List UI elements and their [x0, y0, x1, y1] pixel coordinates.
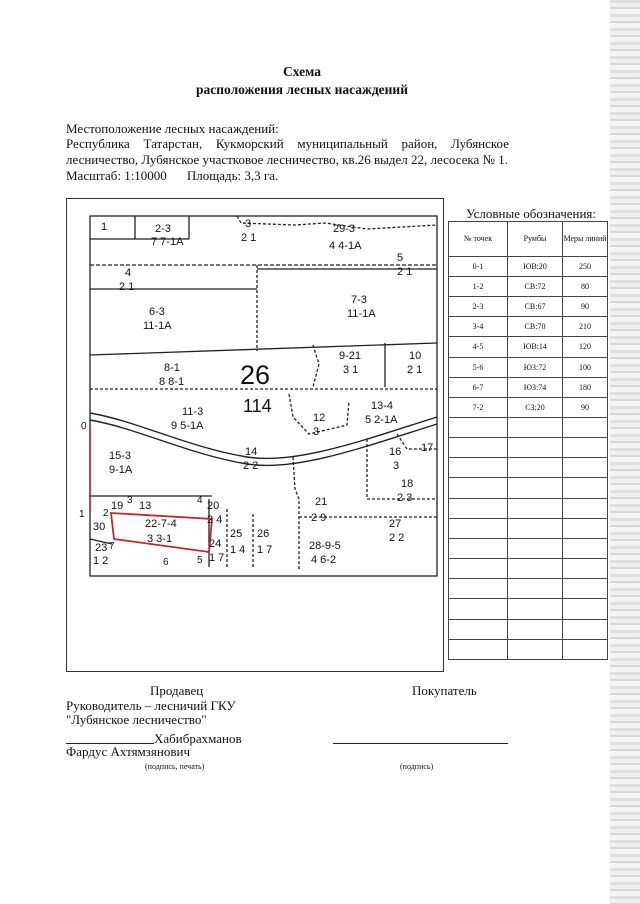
point-label: 6: [163, 557, 169, 568]
column-header: Меры линий: [563, 222, 608, 257]
table-row-empty: [449, 579, 608, 599]
plot-label: 28-9-5: [309, 540, 341, 552]
point-label: 1: [79, 509, 85, 520]
plot-label: 1 4: [230, 544, 246, 556]
plot-label: 4 4-1А: [329, 240, 362, 252]
plot-label: 2 1: [407, 364, 423, 376]
plot-label: 15-3: [109, 450, 132, 462]
scale-text: Масштаб: 1:10000: [66, 168, 167, 183]
table-row: [449, 397, 608, 417]
plot-label: 9-1А: [109, 464, 133, 476]
table-row-empty: [449, 498, 608, 518]
plot-label: 4 6-2: [311, 554, 337, 566]
buyer-label: Покупатель: [412, 683, 477, 698]
table-cell: 0-1: [449, 256, 508, 276]
boundary-line: [293, 457, 299, 569]
table-row-empty: [449, 619, 608, 639]
plot-label: 3 1: [343, 364, 359, 376]
table-cell: ЮВ:20: [508, 256, 563, 276]
plot-label: 11-1А: [347, 308, 376, 320]
plot-label: 26: [257, 528, 270, 540]
plot-label: 11-1А: [143, 320, 172, 332]
column-header: Румбы: [508, 222, 563, 257]
plot-label: 2 4: [207, 514, 223, 526]
point-label: 2: [103, 508, 109, 519]
point-label: 4: [197, 495, 203, 506]
plot-label: 2 2: [243, 460, 259, 472]
plot-label: 2 2: [389, 532, 405, 544]
plot-label: 11-3: [182, 406, 204, 418]
seller-role-line1: Руководитель – лесничий ГКУ: [66, 698, 236, 713]
document-subtitle: расположения лесных насаждений: [196, 82, 408, 97]
plot-label: 8-1: [164, 362, 180, 374]
point-label: 3: [127, 495, 133, 506]
table-cell: 120: [563, 337, 608, 357]
plot-label: 2 3: [397, 492, 413, 504]
seller-role-line2: "Лубянское лесничество": [66, 712, 207, 727]
table-cell: ЮЗ:74: [508, 377, 563, 397]
table-row: [449, 357, 608, 377]
plot-label: 12: [313, 412, 326, 424]
plot-label: 13: [139, 500, 152, 512]
plot-label: 1: [101, 221, 108, 233]
buyer-signature-line: [333, 743, 508, 744]
table-row-empty: [449, 518, 608, 538]
table-cell: 210: [563, 317, 608, 337]
scan-edge-shadow: [610, 0, 640, 904]
table-cell: 180: [563, 377, 608, 397]
plot-label: 3 3-1: [147, 533, 173, 545]
plot-label: 1 2: [93, 555, 109, 567]
plot-label: 23: [95, 542, 108, 554]
table-cell: СВ:67: [508, 297, 563, 317]
table-cell: 80: [563, 276, 608, 296]
table-cell: 90: [563, 297, 608, 317]
plot-label: 16: [389, 446, 402, 458]
buyer-signature-caption: (подпись): [400, 762, 434, 771]
table-cell: ЮВ:14: [508, 337, 563, 357]
table-row-empty: [449, 458, 608, 478]
plot-label: 1 7: [209, 552, 225, 564]
plot-label: 3: [313, 426, 320, 438]
document-title: Схема: [282, 64, 321, 79]
map-labels: [79, 218, 433, 568]
plot-label: 22-7-4: [145, 518, 177, 530]
plot-label: 18: [401, 478, 414, 490]
plot-label: 27: [389, 518, 402, 530]
table-row: [449, 317, 608, 337]
location-text: Республика Татарстан, Кукморский муниципальный район, Лубянское лесничество, Лубянское участковое лесничество, кв.26 выдел 22, лесосека № 1.: [66, 136, 509, 167]
table-cell: 6-7: [449, 377, 508, 397]
table-cell: 3-4: [449, 317, 508, 337]
plot-label: 30: [93, 521, 106, 533]
table-row: [449, 276, 608, 296]
plot-label: 7-3: [351, 294, 367, 306]
column-header: № точек: [449, 222, 508, 257]
seller-surname: Хабибрахманов: [154, 731, 242, 746]
table-row-empty: [449, 438, 608, 458]
quarter-area: 114: [243, 396, 272, 416]
table-row: [449, 377, 608, 397]
plot-label: 21: [315, 496, 328, 508]
plot-label: 7 7-1А: [151, 236, 184, 248]
table-row-empty: [449, 559, 608, 579]
point-label: 0: [81, 421, 87, 432]
plot-label: 9 5-1А: [171, 420, 204, 432]
table-cell: 5-6: [449, 357, 508, 377]
plot-label: 2 1: [397, 266, 413, 278]
plot-label: 3: [245, 218, 252, 230]
table-row-empty: [449, 639, 608, 659]
table-cell: ЮЗ:72: [508, 357, 563, 377]
plot-label: 2-3: [155, 223, 171, 235]
table-row: [449, 256, 608, 276]
table-row-empty: [449, 478, 608, 498]
table-cell: СВ:72: [508, 276, 563, 296]
table-row-empty: [449, 417, 608, 437]
point-label: 5: [197, 555, 203, 566]
legend-table: [448, 221, 608, 660]
table-cell: 100: [563, 357, 608, 377]
plot-label: 3: [393, 460, 400, 472]
plot-label: 25: [230, 528, 243, 540]
location-label: Местоположение лесных насаждений:: [66, 121, 279, 136]
table-row-empty: [449, 599, 608, 619]
boundary-line: [313, 345, 319, 387]
seller-signature-caption: (подпись, печать): [145, 762, 205, 771]
table-cell: 2-3: [449, 297, 508, 317]
plot-label: 2 1: [119, 281, 135, 293]
plot-label: 24: [209, 538, 222, 550]
table-cell: 1-2: [449, 276, 508, 296]
plot-label: 2 1: [241, 232, 257, 244]
plot-label: 29-3: [333, 223, 356, 235]
table-row-empty: [449, 538, 608, 558]
table-cell: 4-5: [449, 337, 508, 357]
seller-label: Продавец: [150, 683, 204, 698]
table-cell: 7-2: [449, 397, 508, 417]
plot-label: 19: [111, 500, 124, 512]
plot-label: 17: [421, 442, 434, 454]
legend-title: Условные обозначения:: [466, 206, 597, 221]
plot-label: 4: [125, 267, 132, 279]
plot-label: 20: [207, 500, 220, 512]
forest-map: [66, 198, 444, 672]
plot-label: 8 8-1: [159, 376, 185, 388]
scale-area-line: [66, 168, 298, 184]
seller-full-name: Фардус Ахтямзянович: [66, 744, 190, 759]
plot-label: 5: [397, 252, 404, 264]
quarter-number: 26: [240, 360, 271, 390]
table-row: [449, 297, 608, 317]
plot-label: 6-3: [149, 306, 165, 318]
table-cell: СЗ:20: [508, 397, 563, 417]
plot-label: 2 9: [311, 512, 327, 524]
area-text: Площадь: 3,3 га.: [186, 168, 279, 183]
plot-label: 9-21: [339, 350, 362, 362]
plot-label: 14: [245, 446, 258, 458]
table-row: [449, 337, 608, 357]
plot-label: 13-4: [371, 400, 394, 412]
table-cell: 90: [563, 397, 608, 417]
plot-label: 1 7: [257, 544, 273, 556]
point-label: 7: [109, 541, 115, 552]
plot-label: 5 2-1А: [365, 414, 398, 426]
forest-map-drawing: [67, 199, 443, 671]
table-cell: СВ:70: [508, 317, 563, 337]
plot-label: 10: [409, 350, 422, 362]
table-cell: 250: [563, 256, 608, 276]
